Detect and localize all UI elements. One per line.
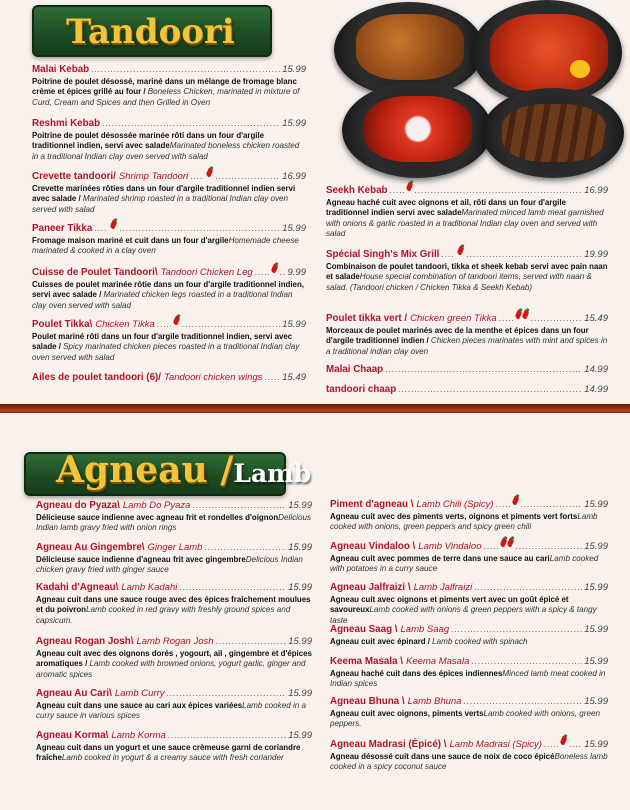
dish-name-en: Keema Masala bbox=[405, 656, 470, 667]
menu-item-name-line bbox=[32, 118, 306, 130]
menu-item-special-singh-s-mix-grill bbox=[326, 248, 608, 293]
dish-name-fr: Malai Chaap bbox=[326, 364, 384, 375]
dish-description bbox=[32, 184, 306, 215]
menu-item-name-line bbox=[32, 170, 306, 183]
dish-name-fr: Poulet Tikka\ bbox=[32, 319, 93, 330]
leader-dots bbox=[471, 656, 582, 668]
dish-description bbox=[32, 280, 306, 311]
dish-description-en: Lamb cooked with browned onions, yogurt garlic, ginger and aromatic spices bbox=[36, 659, 306, 679]
dish-description-en: Boneless Chicken, marinated in mixture of Curd, Cream and Spices and then Grilled in Oven bbox=[32, 87, 300, 107]
dish-description-fr: Agneau haché cuit avec oignons et ail, rôti dans un four d'argile traditionnel indien servi avec salade bbox=[326, 198, 566, 218]
dish-name-fr: Crevette tandoori/ bbox=[32, 171, 116, 182]
dish-description-fr: Cuisses de poulet marinée rôtie dans un four d'argile traditionnel indien, servi avec salade / bbox=[32, 280, 304, 300]
menu-item-agneau-vindaloo bbox=[330, 540, 608, 575]
dish-name-en: Lamb Korma bbox=[111, 730, 166, 741]
dish-description bbox=[36, 555, 312, 576]
dish-price: 15.99 bbox=[584, 499, 608, 510]
dish-name-fr: Agneau Bhuna \ bbox=[330, 696, 405, 707]
menu-item-agneau-saag bbox=[330, 624, 608, 647]
dish-description bbox=[330, 512, 608, 533]
menu-item-cuisse-de-poulet-tandoori bbox=[32, 266, 306, 311]
dish-name-fr: Malai Kebab bbox=[32, 64, 90, 75]
dish-description-en: Minced lamb meat cooked in Indian spices bbox=[330, 669, 606, 689]
leader-dots bbox=[166, 688, 286, 700]
dish-price: 15.99 bbox=[288, 730, 312, 741]
dish-price: 15.99 bbox=[584, 624, 608, 635]
dish-description-en: Marinated shrimp roasted in a traditional Indian clay oven served with salad bbox=[32, 194, 289, 214]
dish-price: 15.99 bbox=[584, 656, 608, 667]
dish-description-en: Lamb cooked with onions & green peppers with a spicy & tangy taste bbox=[330, 605, 597, 625]
chili-pepper-icon bbox=[172, 315, 180, 325]
agneau-title-fr: Agneau / bbox=[56, 449, 234, 491]
dish-description-en: Chicken pieces marinates with mint and spices in a traditional indian clay oven bbox=[326, 336, 608, 356]
dish-name-fr: Agneau Vindaloo \ bbox=[330, 541, 416, 552]
dish-description-fr: Agneau cuit avec pommes de terre dans une sauce au cari bbox=[330, 554, 550, 563]
dish-name-en: Lamb Chili (Spicy) bbox=[416, 499, 494, 510]
menu-item-name-line bbox=[330, 624, 608, 636]
dish-description bbox=[326, 326, 608, 357]
dish-price: 15.99 bbox=[288, 500, 312, 511]
leader-dots bbox=[484, 541, 498, 553]
leader-dots bbox=[179, 582, 286, 594]
dish-name-fr: Agneau Au Gingembre\ bbox=[36, 542, 145, 553]
leader-dots bbox=[94, 223, 108, 235]
dish-description-fr: Agneau cuit avec oignons, piments verts bbox=[330, 709, 484, 718]
dish-price: 15.99 bbox=[288, 542, 312, 553]
menu-item-crevette-tandoori bbox=[32, 170, 306, 215]
chili-pepper-icon bbox=[270, 263, 278, 273]
menu-item-paneer-tikka bbox=[32, 222, 306, 257]
leader-dots bbox=[385, 364, 582, 376]
dish-name-fr: Agneau Korma\ bbox=[36, 730, 109, 741]
dish-description-fr: Poulet mariné rôti dans un four d'argile traditionnel indien, servi avec salade / bbox=[32, 332, 293, 352]
dish-description-en: Lamb cooked with potatoes in a curry sauce bbox=[330, 554, 599, 574]
dish-description-en: Boneless lamb cooked in a spicy coconut sauce bbox=[330, 752, 608, 772]
leader-dots bbox=[182, 319, 280, 331]
dish-name-fr: Kadahi d'Agneau\ bbox=[36, 582, 119, 593]
leader-dots bbox=[516, 541, 583, 553]
menu-item-name-line bbox=[32, 318, 306, 331]
leader-dots bbox=[499, 313, 513, 325]
dish-description bbox=[330, 709, 608, 730]
menu-item-name-line bbox=[36, 582, 312, 594]
dish-description-en: Delicious Indian chicken gravy fried with ginger sauce bbox=[36, 555, 303, 575]
dish-name-en: Lamb Curry bbox=[114, 688, 165, 699]
leader-dots bbox=[474, 582, 582, 594]
leader-dots bbox=[463, 696, 582, 708]
menu-item-tandoori-chaap bbox=[326, 384, 608, 396]
dish-description bbox=[330, 595, 608, 626]
chili-pepper-icon bbox=[521, 309, 529, 319]
menu-item-ailes-de-poulet-tandoori-6 bbox=[32, 372, 306, 384]
chili-pepper-icon bbox=[506, 537, 514, 547]
dish-price: 15.49 bbox=[584, 313, 608, 324]
dish-description-fr: Fromage maison mariné et cuit dans un four d'argile bbox=[32, 236, 229, 245]
menu-item-name-line bbox=[326, 248, 608, 261]
menu-item-poulet-tikka bbox=[32, 318, 306, 363]
dish-description-fr: Agneau cuit avec épinard / bbox=[330, 637, 433, 646]
leader-dots bbox=[264, 372, 280, 384]
menu-item-agneau-madrasi-epice bbox=[330, 738, 608, 773]
menu-item-agneau-au-cari bbox=[36, 688, 312, 722]
agneau-title-en: Lamb bbox=[233, 459, 312, 488]
dish-price: 15.99 bbox=[584, 582, 608, 593]
dish-name-fr: Keema Masala \ bbox=[330, 656, 403, 667]
dish-description bbox=[36, 595, 312, 626]
dish-description bbox=[330, 637, 608, 647]
dish-name-fr: Paneer Tikka bbox=[32, 223, 93, 234]
leader-dots bbox=[204, 542, 286, 554]
dish-price: 15.99 bbox=[282, 118, 306, 129]
dish-description-en: Marinated boneless chicken roasted in a traditional Indian clay oven served with salad bbox=[32, 141, 300, 161]
menu-item-agneau-rogan-josh bbox=[36, 636, 312, 680]
chili-pepper-icon bbox=[206, 167, 214, 177]
chili-pepper-icon bbox=[511, 495, 519, 505]
menu-item-name-line bbox=[330, 656, 608, 668]
menu-item-keema-masala bbox=[330, 656, 608, 690]
chili-pepper-icon bbox=[457, 245, 465, 255]
dish-name-fr: Agneau Rogan Josh\ bbox=[36, 636, 134, 647]
menu-item-name-line bbox=[36, 688, 312, 700]
dish-price: 16.99 bbox=[584, 185, 608, 196]
dish-description-en: Lamb cooked in a curry sauce in various spices bbox=[36, 701, 307, 721]
dish-description-fr: Morceaux de poulet marinés avec de la menthe et épices dans un four d'argile traditionnel indien / bbox=[326, 326, 589, 346]
dish-price: 15.99 bbox=[282, 319, 306, 330]
dish-description-fr: Agneau haché cuit dans des épices indiennes bbox=[330, 669, 503, 678]
dish-description-en: Marinated minced lamb meat garnished with onions & garlic roasted in a traditional Indian clay oven and served with salad bbox=[326, 208, 604, 239]
leader-dots bbox=[441, 249, 455, 261]
dish-description-en: Homemade cheese marinated & cooked in a clay oven bbox=[32, 236, 299, 256]
dish-description bbox=[32, 77, 306, 108]
leader-dots bbox=[496, 499, 510, 511]
leader-dots bbox=[157, 319, 171, 331]
dish-description-en: Delicious Indian lamb gravy fried with onion rings bbox=[36, 513, 312, 533]
agneau-title bbox=[56, 449, 311, 491]
menu-item-agneau-jalfraizi bbox=[330, 582, 608, 626]
leader-dots bbox=[415, 185, 583, 197]
menu-item-name-line bbox=[326, 384, 608, 396]
section-divider bbox=[0, 404, 630, 413]
dish-name-en: Tandoori chicken wings bbox=[164, 372, 263, 383]
menu-item-name-line bbox=[330, 738, 608, 751]
leader-dots bbox=[192, 500, 286, 512]
leader-dots bbox=[168, 730, 286, 742]
dish-name-en: Chicken green Tikka bbox=[410, 313, 497, 324]
leader-dots bbox=[215, 171, 280, 183]
dish-price: 15.49 bbox=[282, 372, 306, 383]
leader-dots bbox=[119, 223, 280, 235]
dish-description bbox=[32, 236, 306, 257]
dish-description bbox=[32, 131, 306, 162]
dish-name-fr: Agneau Madrasi (Épicé) \ bbox=[330, 739, 447, 750]
dish-description bbox=[326, 198, 608, 240]
chili-pepper-icon bbox=[559, 735, 567, 745]
menu-item-name-line bbox=[330, 540, 608, 553]
dish-description bbox=[326, 262, 608, 293]
dish-name-en: Ginger Lamb bbox=[147, 542, 203, 553]
dish-name-fr: Seekh Kebab bbox=[326, 185, 388, 196]
dish-description bbox=[330, 554, 608, 575]
dish-description-fr: Agneau désossé cuit dans une sauce de noix de coco épicé bbox=[330, 752, 555, 761]
dish-description-fr: Agneau cuit dans une sauce au cari aux épices variées bbox=[36, 701, 243, 710]
dish-name-fr: Spécial Singh's Mix Grill bbox=[326, 249, 440, 260]
leader-dots bbox=[390, 185, 404, 197]
menu-item-name-line bbox=[36, 542, 312, 554]
dish-name-en: Lamb Madrasi (Spicy) bbox=[449, 739, 542, 750]
dish-description-en: Spicy marinated chicken pieces roasted in a traditional Indian clay oven served with salad bbox=[32, 342, 300, 362]
dish-price: 15.99 bbox=[282, 223, 306, 234]
dish-description bbox=[36, 701, 312, 722]
dish-name-en: Lamb Kadahi bbox=[121, 582, 178, 593]
menu-item-name-line bbox=[32, 266, 306, 279]
dish-name-fr: tandoori chaap bbox=[326, 384, 397, 395]
dish-description-fr: Délicieuse sauce indienne d'agneau frit avec gingembre bbox=[36, 555, 246, 564]
menu-item-name-line bbox=[32, 372, 306, 384]
chili-pepper-icon bbox=[110, 219, 118, 229]
dish-description bbox=[36, 513, 312, 534]
dish-name-fr: Cuisse de Poulet Tandoori\ bbox=[32, 267, 158, 278]
dish-name-fr: Reshmi Kebab bbox=[32, 118, 101, 129]
leader-dots bbox=[280, 267, 286, 279]
dish-name-fr: Agneau Jalfraizi \ bbox=[330, 582, 411, 593]
menu-item-name-line bbox=[326, 364, 608, 376]
dish-description-en: Marinated chicken legs roasted in a traditional Indian clay oven served with salad bbox=[32, 290, 293, 310]
menu-item-reshmi-kebab bbox=[32, 118, 306, 162]
dish-name-en: Chicken Tikka bbox=[95, 319, 155, 330]
tandoori-food-photo bbox=[322, 0, 630, 178]
dish-name-en: Shrimp Tandoori bbox=[118, 171, 189, 182]
dish-description-fr: Agneau cuit avec des piments verts, oignons et piments vert forts bbox=[330, 512, 578, 521]
dish-description-fr: Agneau cuit avec des oignons dorés , yogourt, ail , gingembre et d'épices aromatiques / bbox=[36, 649, 312, 669]
dish-name-fr: Agneau Au Cari\ bbox=[36, 688, 112, 699]
dish-name-en: Lamb Saag bbox=[400, 624, 450, 635]
dish-description-fr: Combinaison de poulet tandoori, tikka et sheek kebab servi avec pain naan et salade bbox=[326, 262, 608, 282]
menu-item-name-line bbox=[32, 64, 306, 76]
leader-dots bbox=[544, 739, 558, 751]
leader-dots bbox=[521, 499, 583, 511]
dish-description-en: Lamb cooked in yogurt & a creamy sauce with fresh coriander bbox=[61, 753, 284, 763]
dish-description bbox=[36, 649, 312, 680]
dish-description-fr: Agneau cuit dans un yogurt et une sauce crèmeuse garni de coriandre fraîche bbox=[36, 743, 301, 763]
dish-description-fr: Poitrine de poulet désossée marinée rôti dans un four d'argile traditionnel indien, servi avec salade bbox=[32, 131, 265, 151]
leader-dots bbox=[466, 249, 582, 261]
dish-price: 16.99 bbox=[282, 171, 306, 182]
menu-item-agneau-do-pyaza bbox=[36, 500, 312, 534]
dish-price: 9.99 bbox=[287, 267, 306, 278]
dish-name-fr: Ailes de poulet tandoori (6)/ bbox=[32, 372, 162, 383]
dish-name-en: Tandoori Chicken Leg bbox=[160, 267, 253, 278]
dish-description-fr: Délicieuse sauce indienne avec agneau frit et rondelles d'oignon bbox=[36, 513, 279, 522]
dish-name-en: Lamb Vindaloo bbox=[418, 541, 482, 552]
dish-description bbox=[36, 743, 312, 764]
chili-pepper-icon bbox=[499, 537, 507, 547]
menu-item-name-line bbox=[32, 222, 306, 235]
menu-item-name-line bbox=[36, 500, 312, 512]
menu-item-name-line bbox=[330, 498, 608, 511]
dish-name-en: Lamb Bhuna bbox=[407, 696, 462, 707]
dish-name-en: Lamb Rogan Josh bbox=[136, 636, 214, 647]
dish-price: 15.99 bbox=[288, 688, 312, 699]
leader-dots bbox=[255, 267, 269, 279]
dish-description-fr: Agneau cuit avec oignons et piments vert avec un goût épicé et savoureux bbox=[330, 595, 569, 615]
dish-description-fr: Agneau cuit dans une sauce rouge avec des épices fraîchement moulues et du poivron bbox=[36, 595, 311, 615]
menu-item-poulet-tikka-vert bbox=[326, 312, 608, 357]
menu-item-agneau-au-gingembre bbox=[36, 542, 312, 576]
dish-name-fr: Poulet tikka vert / bbox=[326, 313, 408, 324]
dish-name-fr: Piment d'agneau \ bbox=[330, 499, 414, 510]
dish-price: 15.99 bbox=[288, 636, 312, 647]
dish-description-en: Lamb cooked with onions, green peppers. bbox=[330, 709, 601, 729]
dish-name-en: Lamb Jalfraizi bbox=[413, 582, 473, 593]
leader-dots bbox=[190, 171, 204, 183]
chili-pepper-icon bbox=[514, 309, 522, 319]
dish-price: 15.99 bbox=[584, 739, 608, 750]
menu-item-piment-d-agneau bbox=[330, 498, 608, 533]
dish-description-fr: Crevette marinées rôties dans un four d'argile traditionnel indien servi avec salade / bbox=[32, 184, 296, 204]
dish-description-en: Lamb cooked with spinach bbox=[432, 637, 528, 646]
dish-price: 14.99 bbox=[584, 364, 608, 375]
menu-item-kadahi-d-agneau bbox=[36, 582, 312, 626]
menu-item-name-line bbox=[330, 696, 608, 708]
dish-name-fr: Agneau Saag \ bbox=[330, 624, 398, 635]
dish-price: 14.99 bbox=[584, 384, 608, 395]
menu-item-name-line bbox=[326, 184, 608, 197]
dish-description-en: Lamb cooked with onions, green peppers and spicy green chili bbox=[330, 512, 598, 532]
dish-price: 15.99 bbox=[584, 696, 608, 707]
leader-dots bbox=[531, 313, 583, 325]
menu-item-agneau-korma bbox=[36, 730, 312, 764]
leader-dots bbox=[91, 64, 280, 76]
dish-price: 15.99 bbox=[584, 541, 608, 552]
leader-dots bbox=[569, 739, 582, 751]
menu-item-name-line bbox=[36, 636, 312, 648]
tandoori-title: Tandoori bbox=[66, 12, 235, 52]
menu-item-malai-kebab bbox=[32, 64, 306, 108]
dish-description-en: House special combination of tandoori items, served with naan & salad. (Tandoori chicken / Chicken Tikka & Seekh Kebab) bbox=[326, 272, 592, 292]
dish-description bbox=[32, 332, 306, 363]
dish-description bbox=[330, 669, 608, 690]
dish-price: 15.99 bbox=[282, 64, 306, 75]
leader-dots bbox=[398, 384, 582, 396]
chili-pepper-icon bbox=[405, 181, 413, 191]
menu-item-name-line bbox=[36, 730, 312, 742]
leader-dots bbox=[451, 624, 582, 636]
menu-item-name-line bbox=[330, 582, 608, 594]
dish-price: 19.99 bbox=[584, 249, 608, 260]
menu-item-malai-chaap bbox=[326, 364, 608, 376]
menu-item-agneau-bhuna bbox=[330, 696, 608, 730]
dish-description bbox=[330, 752, 608, 773]
dish-description-fr: Poitrine de poulet désossé, mariné dans un mélange de fromage blanc crème et épices grillé au four / bbox=[32, 77, 297, 97]
leader-dots bbox=[102, 118, 280, 130]
dish-name-fr: Agneau do Pyaza\ bbox=[36, 500, 120, 511]
menu-item-name-line bbox=[326, 312, 608, 325]
dish-price: 15.99 bbox=[288, 582, 312, 593]
menu-item-seekh-kebab bbox=[326, 184, 608, 240]
dish-description-en: Lamb cooked in red gravy with freshly ground spices and capsicum. bbox=[36, 605, 291, 625]
leader-dots bbox=[216, 636, 287, 648]
dish-name-en: Lamb Do Pyaza bbox=[122, 500, 191, 511]
